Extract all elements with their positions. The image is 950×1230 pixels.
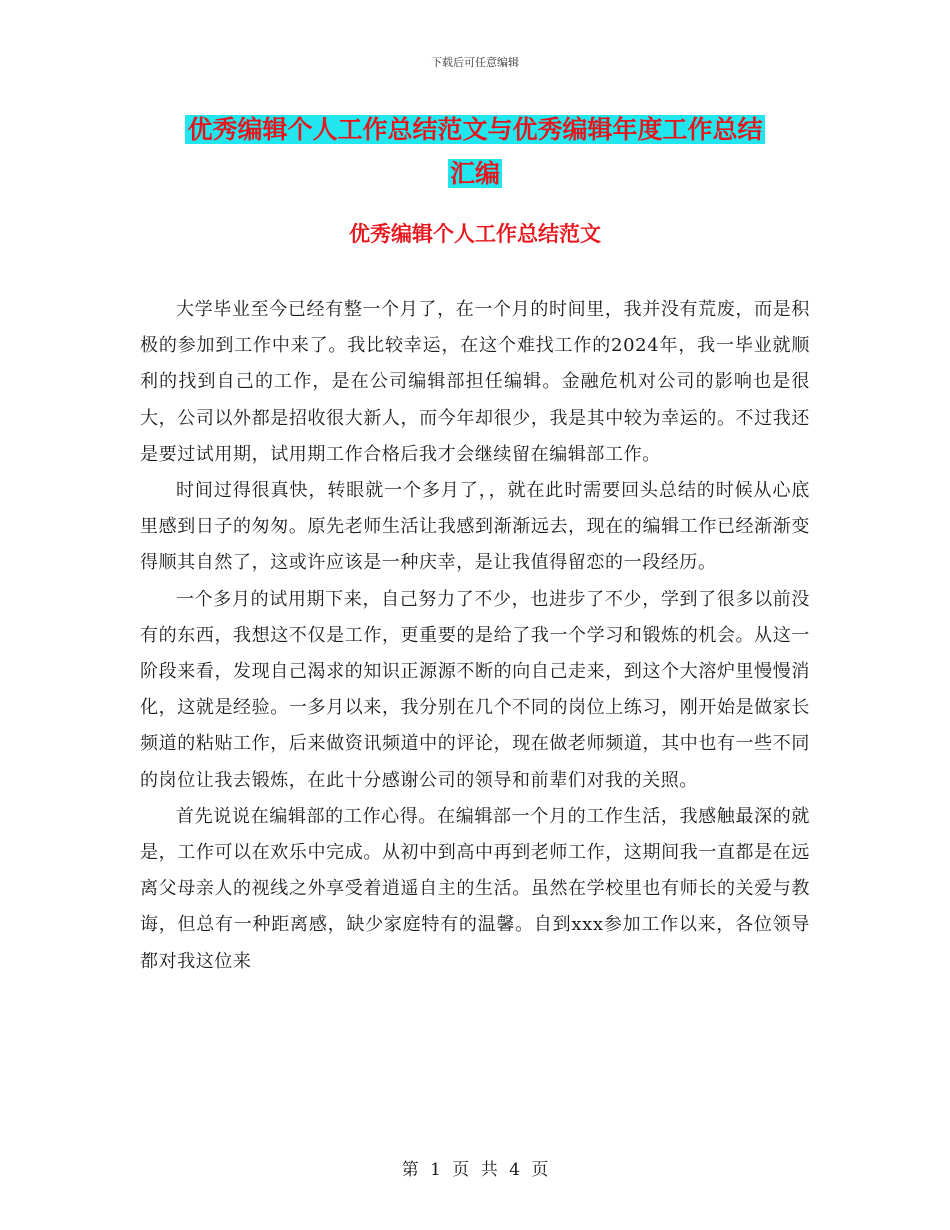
header-note: 下载后可任意编辑 xyxy=(431,56,519,69)
body-text xyxy=(140,292,810,980)
page-footer: 第 1 页 共 4 页 xyxy=(401,1160,549,1180)
document-title xyxy=(140,108,810,196)
paragraph: 一个多月的试用期下来，自己努力了不少，也进步了不少，学到了很多以前没有的东西，我想这不仅是工作，更重要的是给了我一个学习和锻炼的机会。从这一阶段来看，发现自己渴求的知识正源源不断的向自己走来，到这个大溶炉里慢慢消化，这就是经验。一多月以来，我分别在几个不同的岗位上练习，刚开始是做家长频道的粘贴工作，后来做资讯频道中的评论，现在做老师频道，其中也有一些不同的岗位让我去锻炼，在此十分感谢公司的领导和前辈们对我的关照。 xyxy=(140,588,810,791)
paragraph: 时间过得很真快，转眼就一个多月了，，就在此时需要回头总结的时候从心底里感到日子的匆匆。原先老师生活让我感到渐渐远去，现在的编辑工作已经渐渐变得顺其自然了，这或许应该是一种庆幸，是让我值得留恋的一段经历。 xyxy=(140,480,810,574)
document-title-line-1: 优秀编辑个人工作总结范文与优秀编辑年度工作总结 xyxy=(187,115,763,144)
section-title: 优秀编辑个人工作总结范文 xyxy=(349,221,601,246)
paragraph: 首先说说在编辑部的工作心得。在编辑部一个月的工作生活，我感触最深的就是，工作可以在欢乐中完成。从初中到高中再到老师工作，这期间我一直都是在远离父母亲人的视线之外享受着逍遥自主的生活。虽然在学校里也有师长的关爱与教诲，但总有一种距离感，缺少家庭特有的温馨。自到xxx参加工作以来，各位领导都对我这位来 xyxy=(140,805,810,972)
paragraph: 大学毕业至今已经有整一个月了，在一个月的时间里，我并没有荒废，而是积极的参加到工作中来了。我比较幸运，在这个难找工作的2024年，我一毕业就顺利的找到自己的工作，是在公司编辑部担任编辑。金融危机对公司的影响也是很大，公司以外都是招收很大新人，而今年却很少，我是其中较为幸运的。不过我还是要过试用期，试用期工作合格后我才会继续留在编辑部工作。 xyxy=(140,299,810,465)
document-title-line-2: 汇编 xyxy=(449,159,500,188)
